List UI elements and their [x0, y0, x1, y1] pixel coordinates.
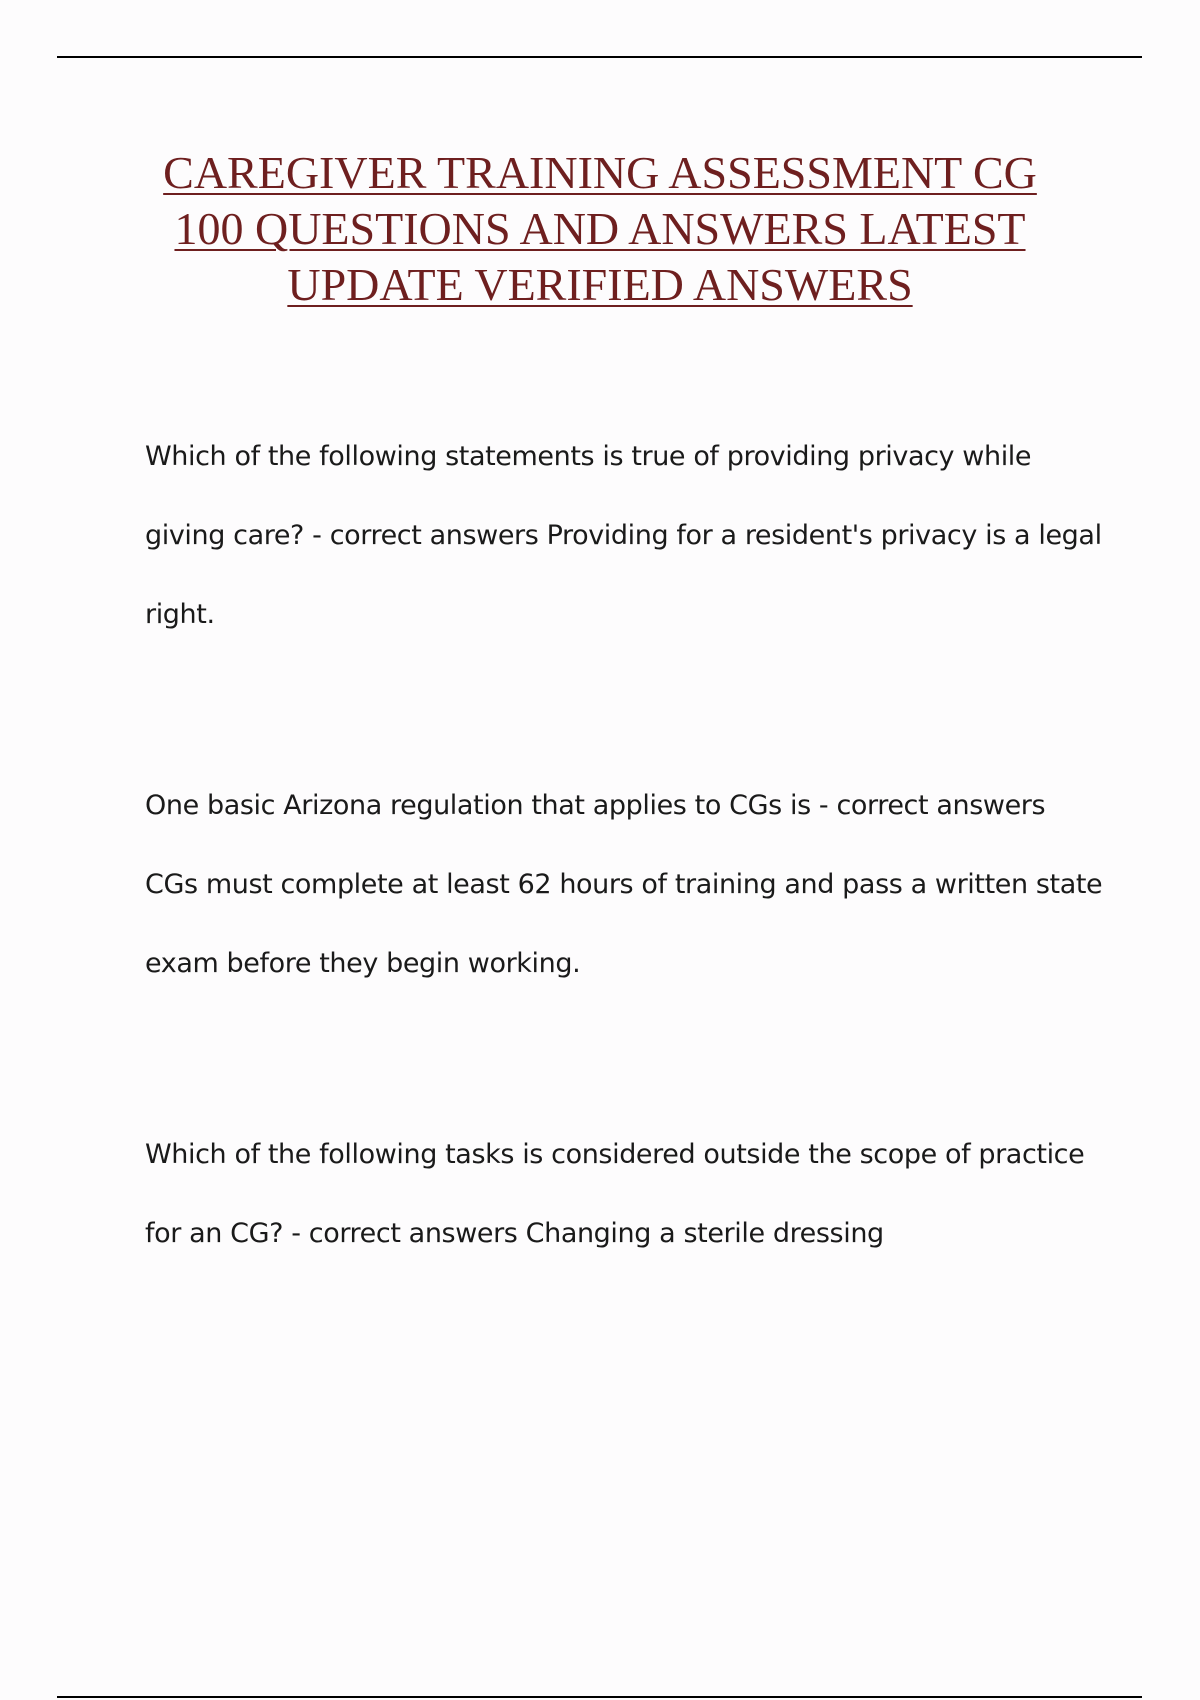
- document-title: [100, 145, 1100, 313]
- qa-line: for an CG? - correct answers Changing a sterile dressing: [145, 1218, 884, 1249]
- qa-line: Which of the following tasks is considered outside the scope of practice: [145, 1139, 1085, 1170]
- title-line: UPDATE VERIFIED ANSWERS: [287, 259, 913, 310]
- title-line: CAREGIVER TRAINING ASSESSMENT CG: [163, 147, 1037, 198]
- qa-line: right.: [145, 599, 215, 630]
- qa-item-scope-of-practice: [145, 1115, 1105, 1273]
- qa-line: exam before they begin working.: [145, 948, 581, 979]
- qa-line: One basic Arizona regulation that applies to CGs is - correct answers: [145, 790, 1046, 821]
- qa-item-arizona-regulation: [145, 766, 1105, 1003]
- qa-line: Which of the following statements is true of providing privacy while: [145, 441, 1032, 472]
- header-rule: [57, 56, 1142, 58]
- footer-rule: [57, 1696, 1142, 1698]
- qa-line: CGs must complete at least 62 hours of training and pass a written state: [145, 869, 1103, 900]
- title-line: 100 QUESTIONS AND ANSWERS LATEST: [174, 203, 1026, 254]
- qa-line: giving care? - correct answers Providing for a resident's privacy is a legal: [145, 520, 1102, 551]
- qa-item-privacy: [145, 417, 1105, 654]
